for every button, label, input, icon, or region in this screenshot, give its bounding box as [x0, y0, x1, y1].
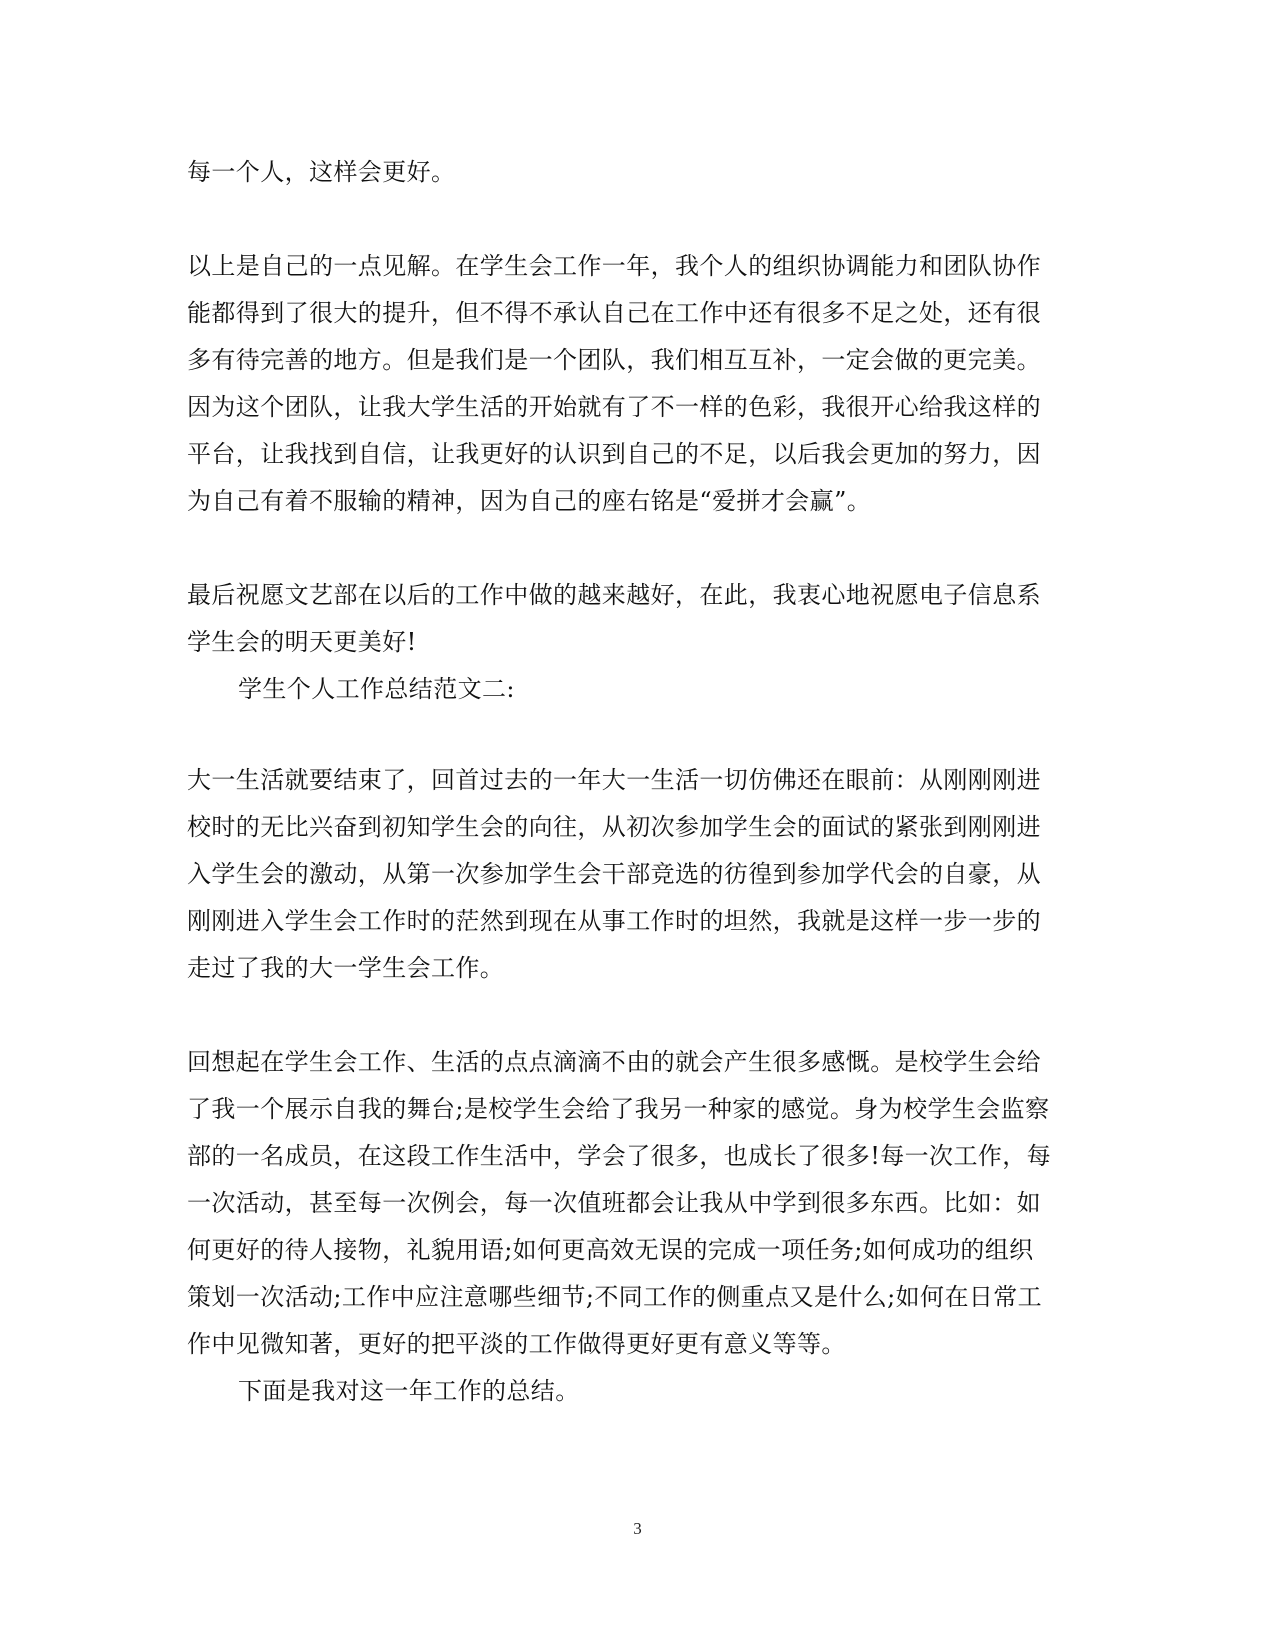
text-line: 校时的无比兴奋到初知学生会的向往，从初次参加学生会的面试的紧张到刚刚进: [187, 813, 1041, 841]
text-line: 策划一次活动;工作中应注意哪些细节;不同工作的侧重点又是什么;如何在日常工: [187, 1283, 1043, 1311]
text-line: 学生会的明天更美好!: [187, 628, 417, 656]
text-line: 回想起在学生会工作、生活的点点滴滴不由的就会产生很多感慨。是校学生会给: [187, 1048, 1041, 1076]
text-line: 走过了我的大一学生会工作。: [187, 954, 505, 982]
text-line: 多有待完善的地方。但是我们是一个团队，我们相互互补，一定会做的更完美。: [187, 346, 1041, 374]
text-line: 入学生会的激动，从第一次参加学生会干部竞选的彷徨到参加学代会的自豪，从: [187, 860, 1041, 888]
text-line: 以上是自己的一点见解。在学生会工作一年，我个人的组织协调能力和团队协作: [187, 252, 1041, 280]
text-line: 部的一名成员，在这段工作生活中，学会了很多，也成长了很多!每一次工作，每: [187, 1142, 1052, 1170]
text-line: 刚刚进入学生会工作时的茫然到现在从事工作时的坦然，我就是这样一步一步的: [187, 907, 1041, 935]
text-line: 平台，让我找到自信，让我更好的认识到自己的不足，以后我会更加的努力，因: [187, 440, 1041, 468]
text-line: 一次活动，甚至每一次例会，每一次值班都会让我从中学到很多东西。比如：如: [187, 1189, 1041, 1217]
section-heading: 学生个人工作总结范文二:: [238, 675, 515, 703]
text-line: 每一个人，这样会更好。: [187, 158, 456, 186]
text-line: 最后祝愿文艺部在以后的工作中做的越来越好，在此，我衷心地祝愿电子信息系: [187, 581, 1041, 609]
text-line: 了我一个展示自我的舞台;是校学生会给了我另一种家的感觉。身为校学生会监察: [187, 1095, 1050, 1123]
text-line: 何更好的待人接物，礼貌用语;如何更高效无误的完成一项任务;如何成功的组织: [187, 1236, 1034, 1264]
text-line: 大一生活就要结束了，回首过去的一年大一生活一切仿佛还在眼前：从刚刚刚进: [187, 766, 1041, 794]
text-line: 作中见微知著，更好的把平淡的工作做得更好更有意义等等。: [187, 1330, 846, 1358]
text-line: 下面是我对这一年工作的总结。: [238, 1377, 580, 1405]
text-line: 为自己有着不服输的精神，因为自己的座右铭是“爱拼才会赢”。: [187, 487, 872, 515]
text-line: 能都得到了很大的提升，但不得不承认自己在工作中还有很多不足之处，还有很: [187, 299, 1041, 327]
text-line: 因为这个团队，让我大学生活的开始就有了不一样的色彩，我很开心给我这样的: [187, 393, 1041, 421]
page-number: 3: [633, 1519, 642, 1538]
